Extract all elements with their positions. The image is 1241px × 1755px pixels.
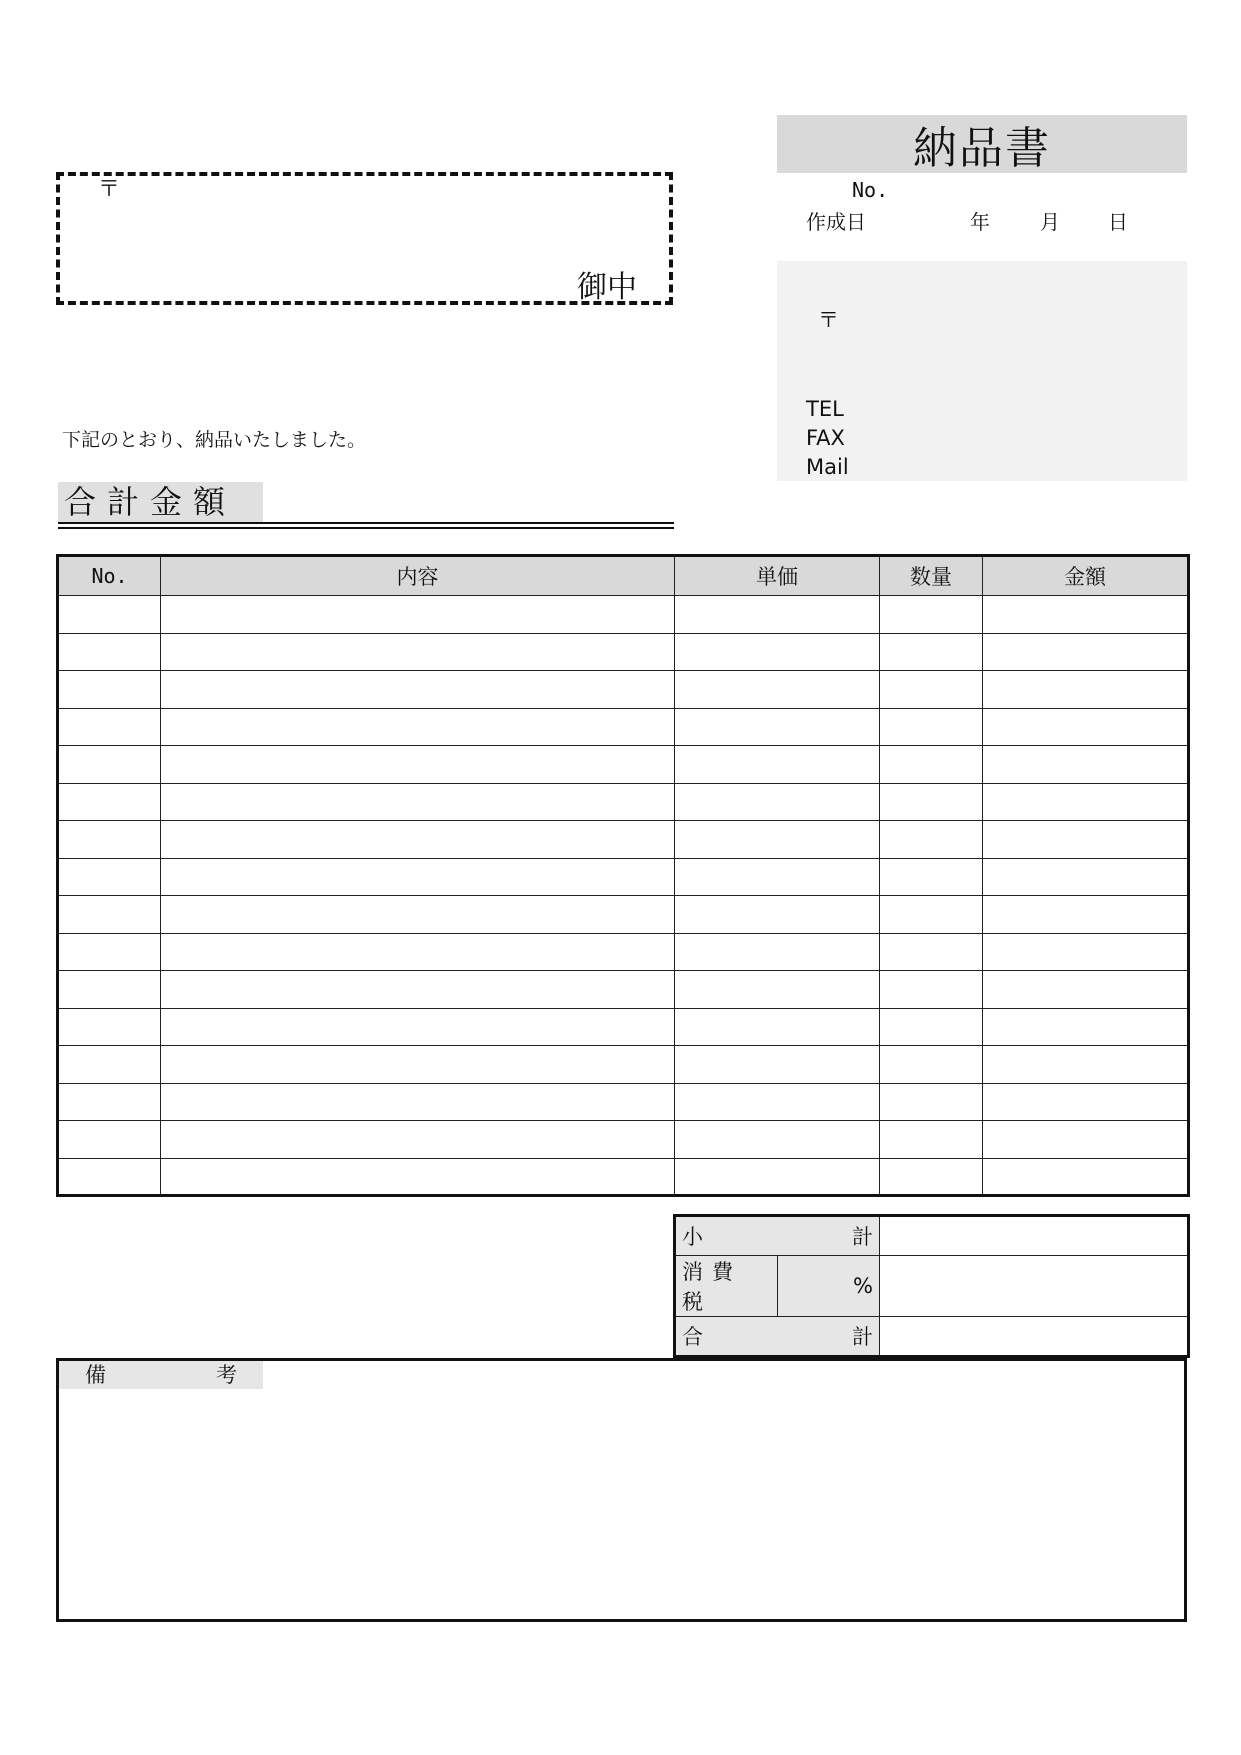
cell-amount[interactable] (983, 1008, 1189, 1046)
table-row (58, 671, 1189, 709)
cell-unit-price[interactable] (675, 633, 880, 671)
tax-value[interactable] (880, 1256, 1189, 1317)
remarks-label-a: 備 (85, 1363, 106, 1387)
sender-mail-label: Mail (806, 455, 849, 479)
grand-total-label-a: 合 (682, 1325, 703, 1349)
cell-no[interactable] (58, 1121, 161, 1159)
cell-unit-price[interactable] (675, 971, 880, 1009)
table-row (58, 933, 1189, 971)
cell-unit-price[interactable] (675, 896, 880, 934)
cell-unit-price[interactable] (675, 1083, 880, 1121)
cell-unit-price[interactable] (675, 821, 880, 859)
table-row (58, 971, 1189, 1009)
cell-unit-price[interactable] (675, 671, 880, 709)
table-row (58, 896, 1189, 934)
cell-quantity[interactable] (880, 671, 983, 709)
cell-content[interactable] (161, 708, 675, 746)
items-table (56, 554, 1190, 1197)
cell-no[interactable] (58, 1083, 161, 1121)
cell-content[interactable] (161, 896, 675, 934)
cell-no[interactable] (58, 858, 161, 896)
header-quantity: 数量 (880, 556, 983, 596)
tax-label: 消費税 (675, 1256, 778, 1317)
cell-no[interactable] (58, 896, 161, 934)
header-unit-price: 単価 (675, 556, 880, 596)
recipient-postal-mark: 〒 (98, 177, 121, 202)
cell-content[interactable] (161, 1158, 675, 1196)
subtotal-row (675, 1216, 1189, 1256)
cell-content[interactable] (161, 933, 675, 971)
table-row (58, 821, 1189, 859)
cell-content[interactable] (161, 1083, 675, 1121)
total-underline-bottom (58, 527, 674, 529)
table-row (58, 1008, 1189, 1046)
table-row (58, 1121, 1189, 1159)
table-row (58, 1158, 1189, 1196)
sender-fax-label: FAX (806, 426, 845, 450)
cell-quantity[interactable] (880, 858, 983, 896)
document-no-label: No. (852, 178, 889, 202)
cell-amount[interactable] (983, 671, 1189, 709)
cell-unit-price[interactable] (675, 858, 880, 896)
year-label: 年 (970, 210, 990, 234)
cell-quantity[interactable] (880, 1046, 983, 1084)
cell-quantity[interactable] (880, 746, 983, 784)
cell-no[interactable] (58, 783, 161, 821)
cell-no[interactable] (58, 1158, 161, 1196)
header-amount: 金額 (983, 556, 1189, 596)
cell-unit-price[interactable] (675, 933, 880, 971)
cell-no[interactable] (58, 1008, 161, 1046)
subtotal-label-b: 計 (852, 1225, 873, 1249)
tax-row (675, 1256, 1189, 1317)
cell-content[interactable] (161, 1046, 675, 1084)
cell-quantity[interactable] (880, 1121, 983, 1159)
cell-no[interactable] (58, 821, 161, 859)
month-label: 月 (1040, 210, 1060, 234)
total-underline-top (58, 522, 674, 524)
lead-text: 下記のとおり、納品いたしました。 (62, 429, 367, 451)
cell-amount[interactable] (983, 708, 1189, 746)
cell-amount[interactable] (983, 1121, 1189, 1159)
day-label: 日 (1108, 210, 1128, 234)
cell-amount[interactable] (983, 821, 1189, 859)
cell-no[interactable] (58, 708, 161, 746)
table-row (58, 708, 1189, 746)
cell-content[interactable] (161, 746, 675, 784)
cell-no[interactable] (58, 1046, 161, 1084)
subtotal-label-a: 小 (682, 1225, 703, 1249)
subtotal-value[interactable] (880, 1216, 1189, 1256)
cell-quantity[interactable] (880, 783, 983, 821)
cell-unit-price[interactable] (675, 746, 880, 784)
cell-amount[interactable] (983, 783, 1189, 821)
recipient-honorific: 御中 (577, 270, 637, 305)
table-row (58, 746, 1189, 784)
remarks-label (59, 1361, 263, 1389)
cell-content[interactable] (161, 671, 675, 709)
cell-content[interactable] (161, 1008, 675, 1046)
cell-quantity[interactable] (880, 1008, 983, 1046)
table-header-row (58, 556, 1189, 596)
grand-total-row (675, 1317, 1189, 1357)
cell-quantity[interactable] (880, 896, 983, 934)
cell-content[interactable] (161, 633, 675, 671)
table-row (58, 858, 1189, 896)
header-content: 内容 (161, 556, 675, 596)
grand-total-label (675, 1317, 880, 1357)
cell-content[interactable] (161, 1121, 675, 1159)
document-title: 納品書 (777, 115, 1187, 173)
cell-amount[interactable] (983, 1158, 1189, 1196)
table-row (58, 1083, 1189, 1121)
created-date-label: 作成日 (806, 210, 866, 234)
cell-content[interactable] (161, 821, 675, 859)
cell-no[interactable] (58, 596, 161, 634)
cell-unit-price[interactable] (675, 596, 880, 634)
cell-unit-price[interactable] (675, 708, 880, 746)
table-row (58, 633, 1189, 671)
cell-quantity[interactable] (880, 1083, 983, 1121)
sender-tel-label: TEL (806, 397, 844, 421)
cell-amount[interactable] (983, 633, 1189, 671)
cell-quantity[interactable] (880, 971, 983, 1009)
cell-no[interactable] (58, 971, 161, 1009)
subtotal-label (675, 1216, 880, 1256)
header-no: No. (58, 556, 161, 596)
cell-unit-price[interactable] (675, 1158, 880, 1196)
cell-unit-price[interactable] (675, 1121, 880, 1159)
cell-quantity[interactable] (880, 633, 983, 671)
cell-amount[interactable] (983, 858, 1189, 896)
cell-amount[interactable] (983, 933, 1189, 971)
grand-total-label-b: 計 (852, 1325, 873, 1349)
cell-no[interactable] (58, 633, 161, 671)
sender-postal-mark: 〒 (818, 308, 839, 332)
grand-total-value[interactable] (880, 1317, 1189, 1357)
total-amount-label: 合計金額 (58, 482, 263, 522)
cell-quantity[interactable] (880, 821, 983, 859)
table-row (58, 1046, 1189, 1084)
cell-no[interactable] (58, 746, 161, 784)
remarks-box[interactable] (56, 1358, 1187, 1622)
cell-quantity[interactable] (880, 1158, 983, 1196)
cell-amount[interactable] (983, 1046, 1189, 1084)
cell-amount[interactable] (983, 971, 1189, 1009)
cell-quantity[interactable] (880, 596, 983, 634)
cell-no[interactable] (58, 671, 161, 709)
cell-content[interactable] (161, 971, 675, 1009)
cell-unit-price[interactable] (675, 1008, 880, 1046)
table-row (58, 783, 1189, 821)
summary-table (673, 1214, 1190, 1358)
cell-unit-price[interactable] (675, 1046, 880, 1084)
cell-amount[interactable] (983, 596, 1189, 634)
table-row (58, 596, 1189, 634)
cell-content[interactable] (161, 596, 675, 634)
cell-amount[interactable] (983, 896, 1189, 934)
cell-quantity[interactable] (880, 708, 983, 746)
cell-content[interactable] (161, 783, 675, 821)
cell-quantity[interactable] (880, 933, 983, 971)
cell-content[interactable] (161, 858, 675, 896)
cell-amount[interactable] (983, 1083, 1189, 1121)
remarks-label-b: 考 (216, 1363, 237, 1387)
cell-amount[interactable] (983, 746, 1189, 784)
cell-no[interactable] (58, 933, 161, 971)
tax-percent: % (778, 1256, 880, 1317)
cell-unit-price[interactable] (675, 783, 880, 821)
